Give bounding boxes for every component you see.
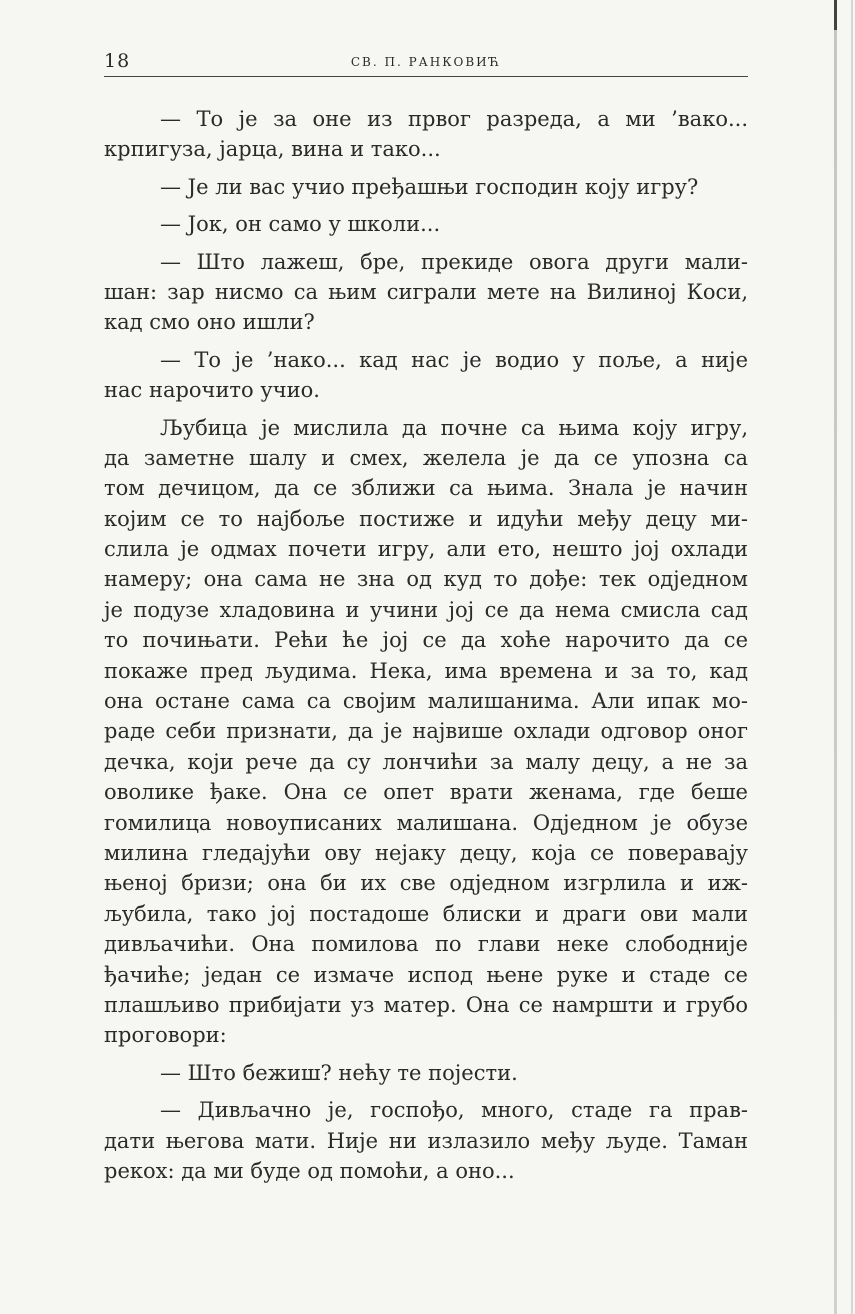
text-line: крпигуза, јарца, вина и тако... [104,137,441,162]
text-line: намеру; она сама не зна од куд то дође: тек одједном [104,567,748,592]
text-line: дати његова мати. Није ни излазило међу људе. Таман [104,1128,748,1153]
paragraph [104,413,748,1051]
text-line: проговори: [104,1023,227,1048]
text-line: — Је ли вас учио пређашњи господин коју игру? [160,174,699,199]
scan-border [851,0,853,1314]
text-line: нас нарочито учио. [104,378,320,403]
text-line: дивљачићи. Она помилова по глави неке слободније [104,932,748,957]
text-line: њеној бризи; она би их све одједном изгрлила и иж- [104,871,748,896]
paragraph [104,1095,748,1186]
header-rule [104,76,748,77]
paragraph [104,104,748,165]
paragraph [104,345,748,406]
paragraph [104,172,748,202]
text-line: она остане сама са својим малишанима. Али ипак мо- [104,689,748,714]
text-line: којим се то најбоље постиже и идући међу децу ми- [104,506,748,531]
text-line: — Јок, он само у школи... [160,212,441,237]
page-header [104,50,748,78]
page-number: 18 [104,50,131,72]
text-line: рекох: да ми буде од помоћи, а оно... [104,1158,515,1183]
text-line: Љубица је мислила да почне са њима коју игру, [160,415,748,440]
text-line: милина гледајући ову нејаку децу, која се поверавају [104,840,748,865]
text-line: да заметне шалу и смех, желела је да се упозна са [104,445,748,470]
paragraph [104,247,748,338]
text-line: раде себи признати, да је највише охлади одговор оног [104,719,748,744]
text-line: је подузе хладовина и учини јој се да нема смисла сад [104,597,748,622]
paragraph [104,1058,748,1088]
text-line: — Дивљачно је, госпођо, много, стаде га прав- [160,1098,748,1123]
text-line: оволике ђаке. Она се опет врати женама, где беше [104,780,748,805]
text-line: — Што бежиш? нећу те појести. [160,1060,518,1085]
paragraph [104,209,748,239]
text-line: том дечицом, да се зближи са њима. Знала је начин [104,476,748,501]
text-line: покаже пред људима. Нека, има времена и за то, кад [104,658,748,683]
text-line: кад смо оно ишли? [104,310,315,335]
running-head: СВ. П. РАНКОВИЋ [350,55,502,69]
text-line: то почињати. Рећи ће јој се да хоће нарочито да се [104,628,748,653]
body-text [104,104,748,1186]
text-line: ђачиће; један се измаче испод њене руке и стаде се [104,962,748,987]
text-line: дечка, који рече да су лончићи за малу децу, а не за [104,749,748,774]
text-line: шан: зар нисмо са њим сиграли мете на Вилиној Коси, [104,279,748,304]
text-line: гомилица новоуписаних малишана. Одједном је обузе [104,810,748,835]
text-line: плашљиво прибијати уз матер. Она се намршти и грубо [104,992,748,1017]
text-line: слила је одмах почети игру, али ето, нешто јој охлади [104,537,748,562]
text-line: љубила, тако јој постадоше блиски и драги ови мали [104,901,748,926]
text-line: — Што лажеш, бре, прекиде овога други мали- [160,249,748,274]
text-line: — То је за оне из првог разреда, а ми ’вако... [160,107,748,131]
text-line: — То је ’нако... кад нас је водио у поље, а није [160,347,748,372]
page-edge-shadow [834,0,837,1314]
